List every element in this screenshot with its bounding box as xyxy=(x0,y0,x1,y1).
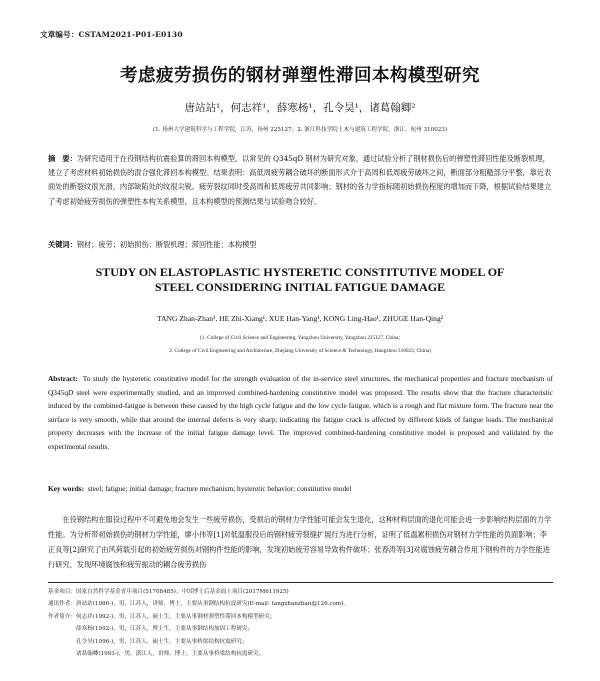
keywords-cn-text: 钢材；疲劳；初始损伤；断裂机理；滞回性能；本构模型 xyxy=(76,240,257,249)
title-en-line1: STUDY ON ELASTOPLASTIC HYSTERETIC CONSTITUTIVE MODEL OF xyxy=(95,265,505,279)
abstract-cn-label: 摘 要： xyxy=(48,154,77,163)
footnote-author-bio: 薛寒杨(1992-)，男，江苏人，博士生，主要从事钢结构加固工程研究； xyxy=(76,626,254,633)
title-en-line2: STEEL CONSIDERING INITIAL FATIGUE DAMAGE xyxy=(154,280,446,294)
abstract-chinese xyxy=(48,152,553,209)
title-english xyxy=(0,265,600,295)
keywords-chinese xyxy=(48,240,553,250)
affiliation-english-2: 2. College of Civil Engineering and Architecture, Zhejiang University of Science & Technology, Hangzhou 310023, China) xyxy=(169,348,431,354)
footnote-corresponding-author: 通讯作者：唐站站(1986-)，男，江苏人，讲师，博士，主要从事钢结构抗震研究(E-mail: tangzhanzhan@126.com)。 xyxy=(48,601,350,608)
keywords-cn-label: 关键词： xyxy=(48,240,77,249)
affiliation-english-1: (1. College of Civil Science and Engineering, Yangzhou University, Yangzhou 225127, China; xyxy=(200,335,400,341)
title-chinese: 考虑疲劳损伤的钢材弹塑性滞回本构模型研究 xyxy=(120,66,480,86)
footnote-author-bio: 作者简介：何志祥(1992-)，男，江苏人，硕士生，主要从事钢材弹塑性滞回本构模型研究； xyxy=(48,613,276,620)
keywords-en-label: Key words: xyxy=(48,484,85,493)
abstract-en-label: Abstract: xyxy=(48,374,78,383)
footnote-author-bio: 孔令昊(1996-)，男，江苏人，硕士生，主要从事桥梁结构抗震研究； xyxy=(76,638,248,645)
footnote-divider xyxy=(48,582,553,583)
abstract-cn-text: 为研究适用于在役钢结构抗震验算的滞回本构模型，以常见的 Q345qD 钢材为研究对象，通过试验分析了钢材损伤后的弹塑性滞回性能及断裂机理，建立了考虑材料初始损伤的混合强化滞回本构模型。结果表明：高低周疲劳耦合破坏的断面形式介于高周和低周疲劳破坏之间，断面部分粗糙部分平整，靠近表面处的断裂纹很光滑，内部缺陷处的纹很尖锐。疲劳裂纹同时受高周和低周疲劳共同影响；钢材的各力学指标随初始损伤程度的增加而下降，根据试验结果建立了考虑初始疲劳损伤的弹塑性本构关系模型，且本构模型的预测结果与试验吻合较好。 xyxy=(48,154,552,206)
body-paragraph: 在役钢结构在服役过程中不可避免地会发生一些疲劳损伤，受损后的钢材力学性能可能会发生退化，这种材料层面的退化可能会进一步影响结构层面的力学性能。为分析带初始损伤的钢材力学性能，廖小伟等[1]对低温服役后的钢材疲劳裂缝扩展行为进行分析，证明了低温累积损伤对钢材力学性能的负面影响；李正良等[2]研究了由风荷载引起的初始疲劳损伤对钢构件性能的影响，发现初始疲劳容易导致构件破坏；张春涛等[3]对腐蚀疲劳耦合作用下钢构件的力学性能进行研究，发现环境腐蚀和疲劳振动的耦合疲劳损伤 xyxy=(48,515,552,569)
article-number: 文章编号：CSTAM2021-P01-E0130 xyxy=(40,30,183,39)
abstract-en-text: To study the hysteretic constitutive model for the strength evaluation of the in-service steel structures, the mechanical properties and fracture mechanism of Q345qD steel were experimentally studied, and an improved combined-hardening constitutive model was proposed. The results show that the fracture characteristic induced by the combined-fatigue is between these caused by the high cycle fatigue and the low cycle fatigue, which is a rough and flat mixture form. The fracture near the surface is very smooth, while that around the internal defects is very sharp; indicating the fatigue crack is affected by different kinds of fatigue loads. The mechanical property decreases with the increase of the initial fatigue damage level. The improved combined-hardening constitutive model is proposed and validated by the experimental results. xyxy=(48,374,553,451)
footnote-author-bio: 诸葛翰卿(1993-)，男，浙江人，讲师，博士，主要从事桥梁结构抗震研究。 xyxy=(76,651,265,658)
authors-chinese: 唐站站¹，何志祥¹，薛寒杨¹，孔令昊¹，诸葛翰卿² xyxy=(184,102,416,114)
footnotes xyxy=(48,586,553,660)
abstract-english xyxy=(48,372,553,454)
keywords-english xyxy=(48,484,553,493)
keywords-en-text: steel; fatigue; initial damage; fracture mechanism; hysteretic behavior; constitutive model xyxy=(87,484,352,493)
affiliation-chinese: (1. 扬州大学建筑科学与工程学院，江苏，扬州 225127；2. 浙江科技学院土木与建筑工程学院，浙江，杭州 310023) xyxy=(152,127,448,133)
authors-english: TANG Zhan-Zhan¹, HE Zhi-Xiang¹, XUE Han-Yang¹, KONG Ling-Hao¹, ZHUGE Han-Qing² xyxy=(156,314,444,323)
body-text xyxy=(48,513,553,573)
footnote-funding: 基金项目：国家自然科学基金青年项目(51708485)；中国博士后基金面上项目(2017M611925) xyxy=(48,589,289,595)
